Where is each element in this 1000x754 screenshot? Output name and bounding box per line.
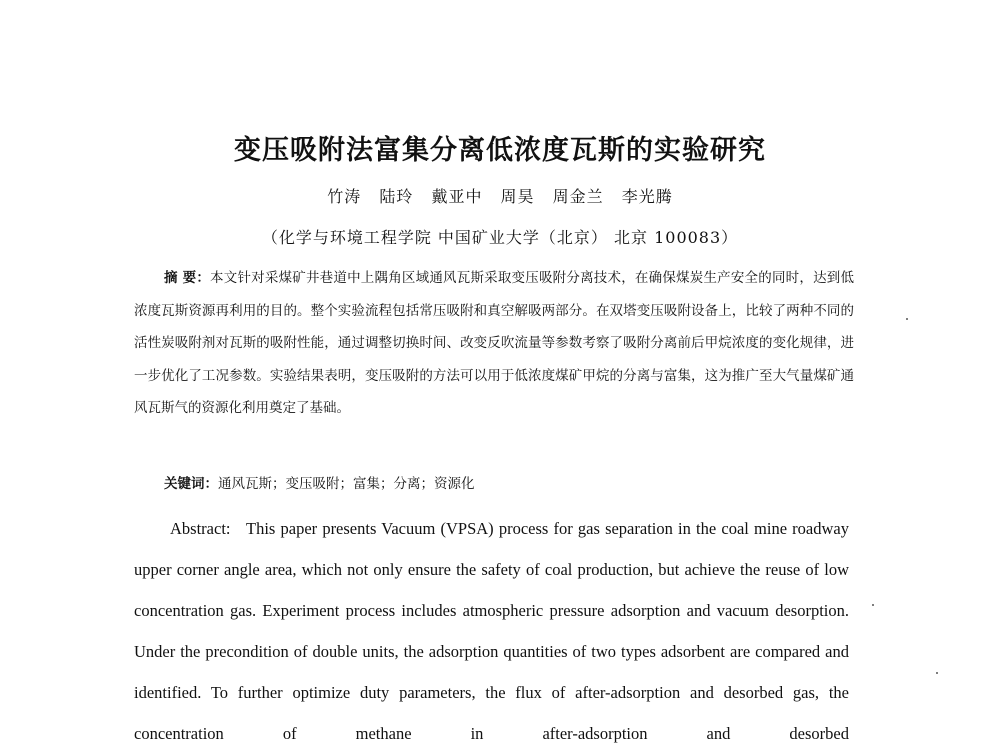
keywords xyxy=(164,472,475,492)
scan-speck xyxy=(936,672,938,674)
scan-speck xyxy=(906,318,908,320)
scan-speck xyxy=(872,604,874,606)
english-abstract xyxy=(134,508,849,754)
chinese-abstract xyxy=(134,262,854,425)
english-abstract-text: This paper presents Vacuum (VPSA) process for gas separation in the coal mine roadway upper corner angle area, which not only ensure the safety of coal production, but achieve the reuse of low concentration gas. Experiment process includes atmospheric pressure adsorption and vacuum desorption. Under the precondition of double units, the adsorption quantities of two types adsorbent are compared and identified. To further optimize duty parameters, the flux of after-adsorption and desorbed gas, the concentration of methane in after-adsorption and desorbed xyxy=(134,519,849,743)
keywords-label: 关键词： xyxy=(164,476,218,492)
chinese-abstract-label: 摘 要： xyxy=(164,270,211,286)
author-list: 竹涛 陆玲 戴亚中 周昊 周金兰 李光腾 xyxy=(327,187,673,206)
paper-title: 变压吸附法富集分离低浓度瓦斯的实验研究 xyxy=(234,135,766,166)
chinese-abstract-text: 本文针对采煤矿井巷道中上隅角区域通风瓦斯采取变压吸附分离技术，在确保煤炭生产安全的同时，达到低浓度瓦斯资源再利用的目的。整个实验流程包括常压吸附和真空解吸两部分。在双塔变压吸附设备上，比较了两种不同的活性炭吸附剂对瓦斯的吸附性能，通过调整切换时间、改变反吹流量等参数考察了吸附分离前后甲烷浓度的变化规律，进一步优化了工况参数。实验结果表明，变压吸附的方法可以用于低浓度煤矿甲烷的分离与富集，这为推广至大气量煤矿通风瓦斯气的资源化利用奠定了基础。 xyxy=(134,270,855,417)
keywords-text: 通风瓦斯；变压吸附；富集；分离；资源化 xyxy=(218,476,475,492)
english-abstract-label: Abstract: xyxy=(170,519,231,538)
affiliation: （化学与环境工程学院 中国矿业大学（北京） 北京 100083） xyxy=(261,228,739,247)
